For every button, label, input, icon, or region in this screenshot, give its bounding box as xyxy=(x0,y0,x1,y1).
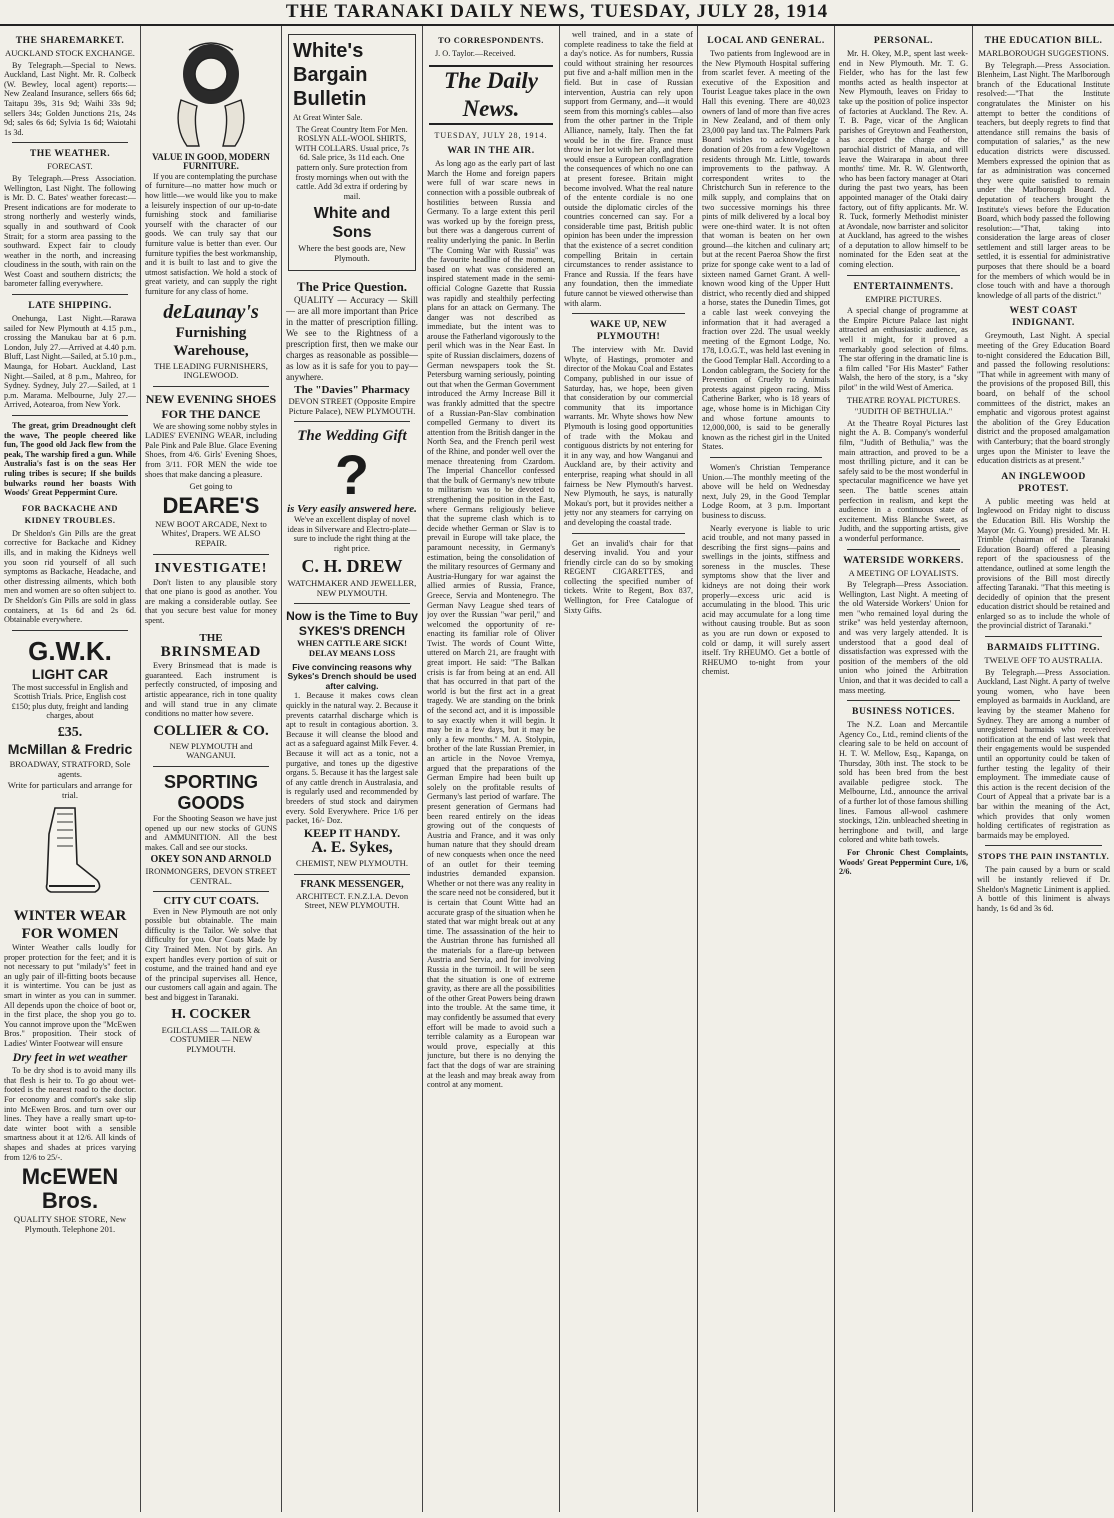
whites-name: White and Sons xyxy=(313,205,391,242)
local-general-heading: LOCAL AND GENERAL. xyxy=(707,35,825,46)
sykes-keep: KEEP IT HANDY. xyxy=(303,825,401,840)
west-coast-text: Greymouth, Last Night. A special meeting of the Grey Education Board to-night considered the Education Bill, and passed the following resolutions: "That while in agreement with many of the provisions of the proposed Bill, this board, on behalf of the school committees of the district, makes an emphatic and vigorous protest against the abolition of the Grey Education district and the proposed amalgamation with Canterbury; that the board strongly urges upon the Minister to leave the education districts as at present." xyxy=(977,331,1110,466)
sykes-when: WHEN CATTLE ARE SICK! DELAY MEANS LOSS xyxy=(297,638,407,659)
deares-address: NEW BOOT ARCADE, Next to Whites', Drapers. WE ALSO REPAIR. xyxy=(155,518,267,549)
price-question-title: The Price Question. xyxy=(296,278,408,294)
davies-name: The "Davies" Pharmacy xyxy=(294,383,410,396)
stops-pain-heading: STOPS THE PAIN INSTANTLY. xyxy=(977,852,1110,862)
stock-exchange-subheading: AUCKLAND STOCK EXCHANGE. xyxy=(5,48,135,58)
judith-text: At the Theatre Royal Pictures last night the A. B. Company's wonderful film, "Judith of Bethulia," was the main attraction, and proved to be a most thrilling picture, and it can be safely said to be the most wonderful in spectacular magnificence we have yet seen. The battle scenes attain perfection in realism, and kept the audience in a continuous state of excitement. Miss Blanche Sweet, as Judith, and the supporting artists, give a wonderful performance. xyxy=(839,418,968,543)
city-cut-title: CITY CUT COATS. xyxy=(163,895,259,908)
drew-subtitle: WATCHMAKER AND JEWELLER, NEW PLYMOUTH. xyxy=(287,578,417,598)
empire-pictures-heading: EMPIRE PICTURES. xyxy=(865,293,942,304)
wedding-gift-text: We've an excellent display of novel ideas in Silverware and Electro-plate—sure to include the right thing at the right price. xyxy=(287,514,417,553)
barmaids-text: By Telegraph.—Press Association. Auckland, Last Night. A party of twelve young women, who have been employed as barmaids in Auckland, are leaving by the steamer Maheno for Sydney. They are among a number of unregistered barmaids who received notification at the end of last week that their engagements would be suspended until an opportunity could be taken of further testing the legality of their employment. The immediate cause of this action is the recent decision of the Court of Appeal that a private bar is a bar within the meaning of the Act, which provides that only women holding certificates of registration as barmaids may be employed. xyxy=(977,667,1110,840)
column-2 xyxy=(145,30,277,1514)
inglewood-protest-text: A public meeting was held at Inglewood on Friday night to discuss the Education Bill. His Worship the Mayor (Mr. G. Young) presided. Mr. H. Trimble (chairman of the Taranaki Education Board) offered a pleasing report of the spaciousness of the attendance, outlined at some length the provisions of the Bill most directly affecting Taranaki. "That this meeting is decidedly of opinion that the present education district should be retained and enlarged so as to include the whole of the provincial district of Taranaki." xyxy=(977,496,1110,631)
column-7 xyxy=(839,30,968,1514)
furniture-advert: If you are contemplating the purchase of furniture—no matter how much or how little—we would like you to make a leisurely inspection of our up-to-date furnishing stock and familiarise yourself with the character of our goods. We can truly say that our furniture value is better than ever. Our furniture typifies the best workmanship, and it is built to last and to give the utmost satisfaction. We hold a stock of great variety, and can supply the right furniture for any class of home. xyxy=(145,171,277,296)
mcewen-address: QUALITY SHOE STORE, New Plymouth. Telephone 201. xyxy=(13,1214,127,1234)
sharemarket-report: By Telegraph.—Special to News. Auckland, Last Night. Mr. R. Colbeck (W. Bewley, local agent) reports:— New Zealand Insurance, sellers 66s 6d; Taitapu 39s, 31s 9d; Waihi 33s 9d; sellers 34s; Golden Junctions 21s, 24s 9d; sales 6s 6d; Sylvia 1s 6d; Waiotahi 1s 3d. xyxy=(4,60,136,137)
investigate-title: INVESTIGATE! xyxy=(154,560,268,576)
column-6 xyxy=(702,30,830,1514)
west-coast-heading: WEST COAST INDIGNANT. xyxy=(1009,305,1078,329)
boot-icon xyxy=(35,804,105,900)
column-8 xyxy=(977,30,1110,1514)
shipping-report: Onehunga, Last Night.—Rarawa sailed for New Plymouth at 4.15 p.m., crossing the Manukau bar at 6 p.m. London, July 27.—Arrived at 4.40 p.m. Bluff, Last Night.—Sailed, at 5.10 p.m., Maunga, for Hobart. Auckland, Last Night.—Sailed, at 8 p.m., Mahreo, for Sydney. Sydney, July 27.—Sailed, at 1 p.m. Marama. Melbourne, July 27.—Arrived, Aotearoa, from New York. xyxy=(4,314,136,410)
local-general-text: Two patients from Inglewood are in the New Plymouth Hospital suffering from scarlet fever. A meeting of the executive of the Exposition and Tourist League takes place in the own Hall this evening. There are 40,023 owners of land of more than five acres in New Zealand, and of them only 23,000 pay land tax. The Palmers Park Board wishes to acknowledge a donation of 20s from a few Vogeltown residents through Mr. Little, towards improvements to the pathway. A correspondent writes to the Christchurch Sun in reference to the milk supply, and complains that on two successive mornings his three pints of milk delivered by a local boy were one-third water. It is not often that woman is beaten on her own ground—the kitchen and culinary art; but at the recent Paeroa Show the first prize for sponge cake went to a lad of sixteen named Garnet Grant. A well-known wood king of the Upper Hutt district, who recently died and shipped a horse, states the Dunedin Times, got a cable last week conveying the information that it had averaged a fraction over 22d. The usual weekly meeting of the Egmont Lodge, No. 178, I.O.G.T., was held last evening in the Good Templar Hall. According to a London cablegram, the Society for the Prevention of Cruelty to Animals protests against pigeon racing. Miss Catherine Barker, who is 18 years of age, whose home is in Michigan City and whose fortune amounts to 12,000,000, is said to be generally known as the richest girl in the United States. xyxy=(702,49,830,452)
inglewood-protest-heading: AN INGLEWOOD PROTEST. xyxy=(1001,470,1086,494)
whites-address: Where the best goods are, New Plymouth. xyxy=(298,243,406,263)
sykes-title: Now is the Time to Buy SYKES'S DRENCH xyxy=(286,609,418,639)
personal-heading: PERSONAL. xyxy=(873,35,934,46)
education-bill-text: By Telegraph.—Press Association. Blenheim, Last Night. The Marlborough branch of the Educational Institute resolved:—"That the Institute congratulates the Minister on his attempt to better the conditions of teachers, but deeply regrets to find that attendance still remains the basis of computation of salaries," as the new education districts were discussed. Members expressed the opinion that as far as administration was concerned they were quite satisfied to remain under the Marlborough Board. A deputation of teachers brought the Institute's views before the Education Board, which body passed the following resolution:—"That, taking into consideration the large areas of closer settlement and still larger areas to be settled, it is essential for administrative purposes that there should be a board for the members of which would be in close touch with and have a thorough knowledge of all parts of the district." xyxy=(977,60,1110,300)
divider xyxy=(572,533,685,534)
cocker-name: H. COCKER xyxy=(171,1006,251,1022)
waterside-text: By Telegraph—Press Association. Wellington, Last Night. A meeting of the old Waterside Workers' Union for men "who remained loyal during the strike" was held yesterday afternoon, and was very largely attended. It is understood that a good deal of dissatisfaction was expressed with the position of the members of the old union who joined the Arbitration Union, and that it was decided to call a mass meeting. xyxy=(839,580,968,695)
kidney-heading: FOR BACKACHE AND KIDNEY TROUBLES. xyxy=(22,503,118,525)
marlborough-subheading: MARLBOROUGH SUGGESTIONS. xyxy=(978,48,1109,58)
messenger-name: FRANK MESSENGER, xyxy=(300,878,404,890)
personal-text: Mr. H. Okey, M.P., spent last week-end in New Plymouth. Mr. T. G. Fielder, who has for the last few months acted as health inspector at New Plymouth, leaves on Friday to take up the position of police inspector of factories at Auckland. The Rev. A. T. B. Page, vicar of the Anglican parishes of Greytown and Featherston, has accepted the charge of the parochial district of Manaia, and will leave the Wairarapa in about three months' time. Mr. R. W. Glentworth, who has been factory manager at Otari during the past two years, has been appointed manager of the Otaki dairy factory, out of fifty applicants. Mr. W. R. Tuck, formerly Methodist minister at Avondale, now barrister and solicitor at Auckland, has agreed to the wishes of a deputation to allow himself to be nominated for the Eden seat at the coming election. xyxy=(839,49,968,270)
dry-feet-title: Dry feet in wet weather xyxy=(12,1049,128,1064)
dry-feet-text: To be dry shod is to avoid many ills that flesh is heir to. To go about wet-footed is the nearest road to the doctor. For economy and comfort's sake slip into McEwen Bros. and turn over our lines. They have a really smart up-to-date winter boot with a sensible smartness about it at 12/6. All kinds of shapes and shades at prices varying from 12/6 to 25/-. xyxy=(4,1066,136,1162)
column-3 xyxy=(286,30,418,1514)
brinsmead-the: THE xyxy=(199,631,223,644)
stops-pain-text: The pain caused by a burn or scald will be instantly relieved if Dr. Sheldon's Magnetic Liniment is applied. A bottle of this liniment is always handy, 1s 6d and 3s 6d. xyxy=(977,865,1110,913)
empire-pictures-text: A special change of programme at the Empire Picture Palace last night attracted an enthusiastic audience, as well it might, for it proved a remarkably good selection of films. The star offering in the dramatic line is a film called "For His Master" Father Walsh, the hero of the story, is a "sky pilot" in the wild West of America. xyxy=(839,306,968,392)
evening-shoes-text: We are showing some nobby styles in LADIES' EVENING WEAR, including Pale Pink and Pale Blue. Glace Evening Shoes, from 4/6. Girls' Evening Shoes, from 3/11. FOR MEN the wide toe shoes that make dancing a pleasure. xyxy=(145,421,277,479)
correspondents-text: J. O. Taylor.—Received. xyxy=(435,49,516,58)
price-question-text: QUALITY — Accuracy — Skill — are all more important than Price in the matter of prescription filling. We see to the Rightness of a prescription first, then we make our charges as reasonable as possible—as low as it is safe for you to pay—anywhere. xyxy=(286,294,418,382)
wake-up-editorial: The interview with Mr. David Whyte, of Hastings, promoter and director of the Mokau Coal and Estates Company, published in our issue of Saturday, has, we hope, been given that consideration by our commercial community that its importance warrants. Mr. Whyte shows how New Plymouth is losing good opportunities of trade with the Mokau and contiguous districts by not entering for it in any way, and how Wanganui and Auckland are, by their activity and enterprise, reaping what should in all fairness be New Plymouth's harvest. New Plymouth, he says, is naturally Mokau's port, but it provides neither a jetty nor any steamers for carrying on and developing the coastal trade. xyxy=(564,345,693,527)
whites-bulletin-title: White's Bargain Bulletin xyxy=(293,40,368,110)
divider xyxy=(985,845,1102,846)
rheumo-notice: Nearly everyone is liable to uric acid trouble, and not many passed in describing the first signs—pains and swellings in the joints, stiffness and soreness in the muscles. These symptoms show that the liver and kidneys are not doing their work properly—excess uric acid is accumulating in the blood. This uric acid may accumulate for a long time without causing trouble. But as soon as you are run down or exposed to cold or damp, it will surely assert itself. Try RHEUMO. Get a bottle of RHEUMO to-night from your chemist. xyxy=(702,523,830,677)
brinsmead-name: BRINSMEAD xyxy=(160,644,262,661)
war-editorial: As long ago as the early part of last March the Home and foreign papers were full of war scare news in connection with a possible outbreak of hostilities between Russia and Germany. To a large extent this peril was worked up by the foreign press, but there was a dangerous current of reality underlying the panic. In Berlin "The Coming War with Russia" was the favourite headline of the moment, based on what was considered an inspired statement made in the semi-official Cologne Gazette that Russia was rapidly and stealthily perfecting plans for an attack on Germany. The danger was not described as immediate, but the intent was to arouse the Fatherland vigorously to the peril which was in the Near East. In spite of Russian disclaimers, dozens of German newspapers took the St. Petersburg warning seriously, pointing out that when the German Government introduced the Army Increase Bill it was frankly admitted that the spectre of a Russian-Pan-Slav combination compelled Germany to divert its attention from the British danger in the North Sea, and the French peril west of the Rhine, and ponder well over the menace threatening from Czardom. The Imperial Chancellor confessed that the bulk of Germany's new tribute to militarism was to be devoted to strengthening the position in the East, where Germans religiously believe that the supreme clash which is to decide whether German or Slav is to prevail in Europe will take place, the paramount necessity, in Germany's estimation, being the consolidation of the military resources of Germany and Austria-Hungary for war against the allied armies of Russia, France, Greece, Servia and Montenegro. The German Navy League shed tears of joy over the Russian "war peril," and welcomed the opportunity of re-enacting its familiar role of Oliver Twist. The words of Count Witte, uttered on March 21, are fraught with great import. He said: "The Balkan crisis is far from being at an end. All that has occurred in that part of the world is but the first act in a great tragedy. We are standing on the brink of the second act, and it is impossible to say exactly when it will begin. It may be in a few days, but it may be only a few months." M. A. Stolypin, brother of the late Russian Premier, in an article in the Novoe Vremya, argued that the preparations of the German Empire had been built up solely on the profitable results of Germany's last period of warfare. The present generation of Germans had been reared entirely on the ideas growing out of the conquests of Austria and France, and it was only human nature that they should dream of new conquests when once the need of an outlet for their teeming industries demanded expansion. Whether or not there was any reality in the scare need not be considered, but it is certain that Count Witte had an accurate grasp of the situation when he stated that war might break out at any time. The assassination of the heir to the Austrian throne has furnished all the materials for a flare-up between Austria and Servia, and for involving Russia in the turmoil. It will be seen that the situation is one of extreme gravity, as there are all the possibilities of the other Great Powers being drawn into the trouble. At the same time, it may confidently be assumed that every effort will be made to avoid such a terrible calamity as a European war would prove, especially at this juncture, but there is no denying the fact that the dogs of war are straining at the leash and may break away from control at any moment. xyxy=(427,159,555,1090)
value-heading: VALUE IN GOOD, MODERN FURNITURE. xyxy=(152,151,270,172)
correspondents-heading: TO CORRESPONDENTS. xyxy=(438,36,544,45)
divider xyxy=(294,874,410,875)
column-4 xyxy=(427,30,555,1514)
collier-address: NEW PLYMOUTH and WANGANUI. xyxy=(169,740,253,761)
sykes-address: CHEMIST, NEW PLYMOUTH. xyxy=(296,858,408,869)
weather-heading: THE WEATHER. xyxy=(29,148,111,160)
winter-wear-title: WINTER WEAR FOR WOMEN xyxy=(13,908,127,943)
barmaids-subheading: TWELVE OFF TO AUSTRALIA. xyxy=(984,655,1103,666)
war-editorial-continued: well trained, and in a state of complete readiness to take the field at a day's notice. As for numbers, Russia could without straining her resources put five and a-half million men in the field. But in case of Russian intervention, Austria can rely upon support from Germany, and—it would seem from this morning's cables—also from the other partner in the Triple Alliance, namely, Italy. Then the fat would be in the fire. France must throw in her lot with her ally, and there would ensue a European conflagration the consequences of which no one can at present foresee. Britain might become involved. What the real nature of the entente cordiale is no one outside the diplomatic circles of the countries concerned can say. For a considerable time past, British public opinion has been under the impression that the existence of a secret condition compelling Britain in certain circumstances to render assistance to France and Russia. If the fears have any foundation, then the immediate future cannot be viewed otherwise than with alarm. xyxy=(564,30,693,308)
divider xyxy=(12,415,128,416)
column-rule xyxy=(834,26,835,1512)
paper-title: The Daily News. xyxy=(429,65,553,125)
gwk-brand: G.W.K. xyxy=(28,635,112,666)
shipping-heading: LATE SHIPPING. xyxy=(28,300,112,312)
wedding-gift-title: The Wedding Gift xyxy=(297,428,407,445)
waterside-heading: WATERSIDE WORKERS. xyxy=(843,554,964,566)
wctu-notice: Women's Christian Temperance Union.—The monthly meeting of the above will be held on Wednesday next, July 29, in the Good Templar Lodge Room, at 3 p.m. Important business to discuss. xyxy=(702,462,830,520)
city-cut-text: Even in New Plymouth are not only possible but obtainable. The main difficulty is the Tailor. We solve that difficulty for you. Our Coats Made by City Trained Men. Not by girls. An expert handles every portion of suit or costume, and the trained hand and eye of the principal supervises all. Hence, our customers call again and again. The best and biggest in Taranaki. xyxy=(145,906,277,1003)
deares-name: DEARE'S xyxy=(162,492,260,518)
whites-bulletin-side: At Great Winter Sale. xyxy=(293,113,363,122)
wake-up-heading: WAKE UP, NEW PLYMOUTH! xyxy=(589,319,668,343)
sykes-reasons: Five convincing reasons why Sykes's Drench should be used after calving. xyxy=(287,661,417,691)
brinsmead-text: Every Brinsmead that is made is guaranteed. Each instrument is perfectly constructed, of imposing and artistic appearance, rich in tone quality and will stand true in any climate conditions no matter how severe. xyxy=(145,661,277,719)
column-rule xyxy=(697,26,698,1512)
gwk-text: The most successful in English and Scottish Trials. Price, English cost £150; plus duty, freight and landing charges, about xyxy=(11,682,129,721)
whites-bulletin-advert xyxy=(288,34,416,271)
delaunay-subtitle: Furnishing Warehouse, xyxy=(173,324,249,359)
divider xyxy=(985,636,1102,637)
winter-wear-text: Winter Weather calls loudly for proper protection for the feet; and it is not necessary to put "milady's" feet in an ugly pair of ill-fitting boots because it is wintertime. You can be just as smart in winter as you can in summer. All depends upon the choice of boot or, in the first place, the shop you go to. You cannot improve upon the "McEwen Bros." proposition. Their stock of Ladies' Winter Footwear will ensure xyxy=(4,943,136,1048)
sporting-goods-title: SPORTING GOODS xyxy=(163,771,258,813)
sykes-text: 1. Because it makes cows clean quickly in the natural way. 2. Because it prevents catarrhal discharge which is apt to result in contagious abortion. 3. Because it will cleanse the blood and act as a safeguard against Milk Fever. 4. Because it will act as a tonic, not a purgative, and tones up the digestive organs. 5. Because it has the largest sale of any cattle drench in Australasia, and is regularly used and recommended by breeders of stud stock and dairymen every. Sold Everywhere. Price 1/6 per packet, 16/- Doz. xyxy=(286,691,418,826)
collier-name: COLLIER & CO. xyxy=(153,722,269,739)
theatre-royal-heading: THEATRE ROYAL PICTURES. xyxy=(846,394,961,405)
whites-bulletin-text: The Great Country Item For Men. ROSLYN ALL-WOOL SHIRTS, WITH COLLARS. Usual price, 7s 6d. Sale price, 3s 11d each. One pattern only. Sure protection from frosty mornings when out with the cattle. Add 3d extra if ordering by mail. xyxy=(295,124,409,201)
business-notices-heading: BUSINESS NOTICES. xyxy=(852,706,955,718)
divider xyxy=(572,313,685,314)
davies-address: DEVON STREET (Opposite Empire Picture Palace), NEW PLYMOUTH. xyxy=(288,396,416,416)
question-mark-icon: ? xyxy=(334,443,370,507)
divider xyxy=(12,294,128,295)
peppermint-verse: The great, grim Dreadnought cleft the wave, The people cheered like fun, The good old Jack flew from the peak, The warship fired a gun. While Australia's fast is on the seas Her ruling tribes is secure; If she builds bulwarks round her boasts With Woods' Great Peppermint Cure. xyxy=(4,421,136,498)
entertainments-heading: ENTERTAINMENTS. xyxy=(853,280,954,292)
evening-shoes-title: NEW EVENING SHOES FOR THE DANCE xyxy=(145,391,277,421)
divider xyxy=(153,891,269,892)
column-5 xyxy=(564,30,693,1514)
divider xyxy=(847,549,960,550)
mcmillan-text: Write for particulars and arrange for trial. xyxy=(7,780,133,800)
divider xyxy=(153,386,269,387)
forecast-subheading: FORECAST. xyxy=(47,161,93,172)
divider xyxy=(847,700,960,701)
column-rule xyxy=(972,26,973,1512)
divider xyxy=(294,603,410,604)
masthead: THE TARANAKI DAILY NEWS, TUESDAY, JULY 28, 1914 xyxy=(0,0,1114,26)
boot-illustration xyxy=(4,804,136,903)
mcewen-name: McEWEN Bros. xyxy=(21,1164,119,1214)
divider xyxy=(153,766,269,767)
sharemarket-heading: THE SHAREMARKET. xyxy=(15,35,125,46)
mcmillan-name: McMillan & Fredric xyxy=(7,741,133,758)
war-heading: WAR IN THE AIR. xyxy=(447,145,535,157)
column-rule xyxy=(140,26,141,1512)
gwk-product: LIGHT CAR xyxy=(31,665,109,682)
column-rule xyxy=(422,26,423,1512)
sykes-name: A. E. Sykes, xyxy=(311,839,393,857)
divider xyxy=(710,457,822,458)
sporting-goods-text: For the Shooting Season we have just opened up our new stocks of GUNS and AMMUNITION. All the best makes. Call and see our stocks. xyxy=(145,813,277,852)
education-bill-heading: THE EDUCATION BILL. xyxy=(984,35,1103,46)
investigate-text: Don't listen to any plausible story that one piano is good as another. You are making a considerable outlay. See that you secure best value for money spent. xyxy=(145,577,277,625)
barmaids-heading: BARMAIDS FLITTING. xyxy=(987,642,1100,654)
cocker-address: EGILCLASS — TAILOR & COSTUMIER — NEW PLYMOUTH. xyxy=(161,1024,261,1054)
business-notices-text: The N.Z. Loan and Mercantile Agency Co., Ltd., remind clients of the clearing sale to be held on account of H. T. W. Mellow, Esq., Kapanga, on Thursday, 30th inst. The stock to be sold has been bred from the best available pedigree stock. The Melbourne, Ltd., announce the arrival of a further lot of those famous shilling lines. Famous all-wool cashmere stockings, 12in. unbleached sheeting in herringbone and twill, and large colored and white bath towels. xyxy=(839,720,968,845)
delaunay-address: THE LEADING FURNISHERS, INGLEWOOD. xyxy=(154,360,268,381)
chest-complaints-notice: For Chronic Chest Complaints, Woods' Great Peppermint Cure, 1/6, 2/6. xyxy=(839,847,968,877)
messenger-address: ARCHITECT. F.N.Z.I.A. Devon Street, NEW PLYMOUTH. xyxy=(295,890,409,911)
drew-name: C. H. DREW xyxy=(301,556,403,577)
waterside-subheading: A MEETING OF LOYALISTS. xyxy=(848,567,959,578)
divider xyxy=(12,142,128,143)
kidney-advert: Dr Sheldon's Gin Pills are the great corrective for Backache and Kidney ills, and in making the Kidneys well you soon rid yourself of all such symptoms as Backache, Headache, and other distressing ailments, which both men and women are so often subject to. Dr Sheldon's Gin Pills are sold in glass containers, at 1s 6d and 2s 6d. Obtainable everywhere. xyxy=(4,528,136,625)
hands-illustration xyxy=(145,30,277,153)
weather-report: By Telegraph.—Press Association. Wellington, Last Night. The following is Mr. D. C. Bates' weather forecast:— Present indications are for moderate to strong northerly and westerly winds, squally in and southward of Cook Strait; for a storm area passing to the southward. Expect fair to cloudy weather in the north, and increasing cloudiness in the south, with rain on the West Coast and southern districts; the barometer falling everywhere. xyxy=(4,173,136,289)
column-1 xyxy=(4,30,136,1514)
delaunay-name: deLaunay's xyxy=(163,300,259,323)
editorial-date: TUESDAY, JULY 28, 1914. xyxy=(434,130,548,140)
column-rule xyxy=(281,26,282,1512)
divider xyxy=(294,421,410,422)
mcmillan-address: BROADWAY, STRATFORD, Sole agents. xyxy=(9,759,131,779)
judith-heading: "JUDITH OF BETHULIA." xyxy=(854,406,953,417)
invalid-chair-notice: Get an invalid's chair for that deserving invalid. You and your friendly circle can do so by smoking REGENT CIGARETTES, and collecting the specified number of tickets. Write to Regent, Box 837, Wellington, for Free Catalogue of Sixty Gifts. xyxy=(564,538,693,615)
column-rule xyxy=(559,26,560,1512)
wedding-gift-heading: is Very easily answered here. xyxy=(287,503,417,516)
divider xyxy=(12,630,128,631)
gwk-price: £35. xyxy=(57,725,83,741)
divider xyxy=(847,275,960,276)
deares-get: Get going to xyxy=(189,481,233,492)
okey-address: IRONMONGERS, DEVON STREET CENTRAL. xyxy=(145,865,277,886)
divider xyxy=(153,554,269,555)
okey-name: OKEY SON AND ARNOLD xyxy=(150,854,272,866)
hands-coin-icon xyxy=(163,30,259,150)
